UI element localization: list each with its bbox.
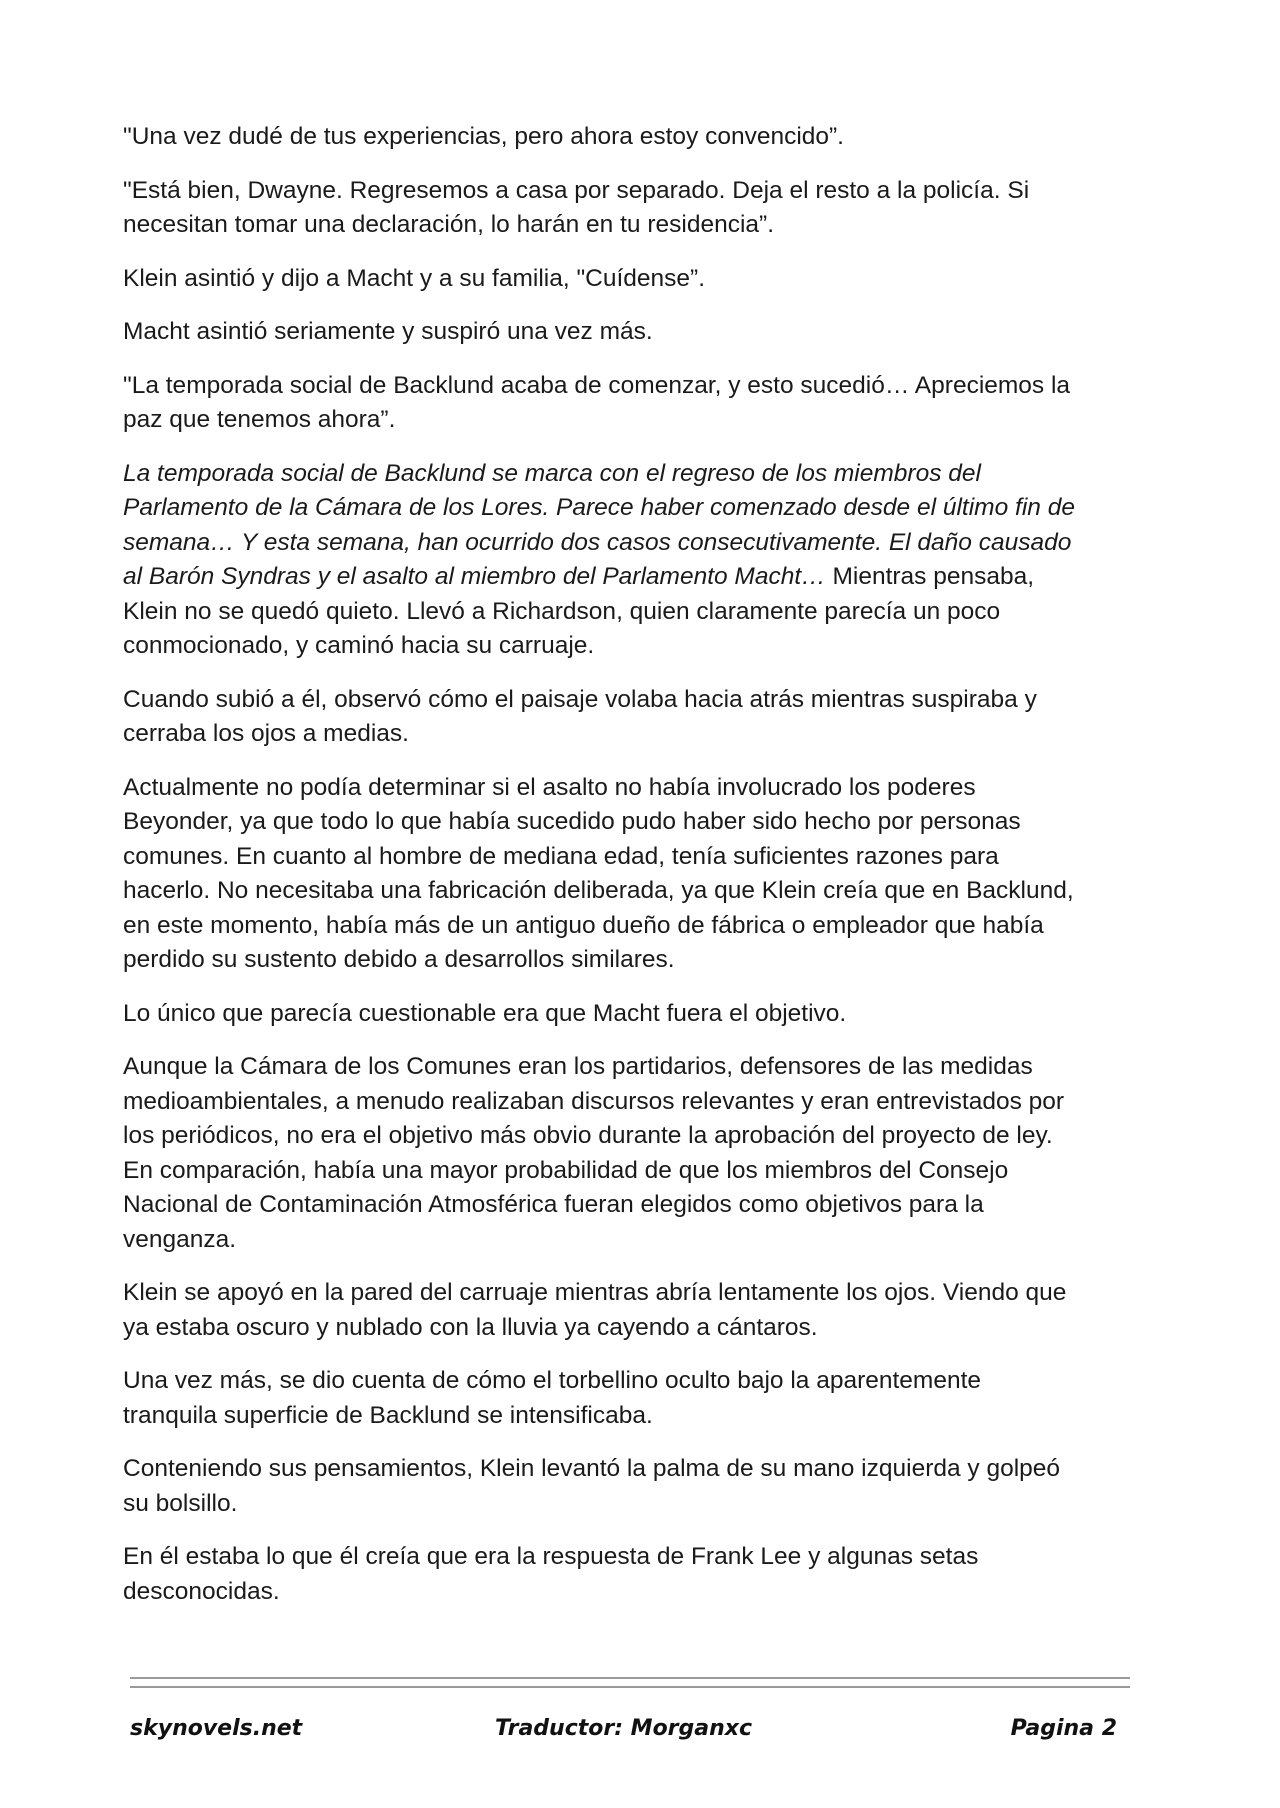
footer-translator: Traductor: Morganxc <box>495 1716 753 1741</box>
paragraph-11: Klein se apoyó en la pared del carruaje mientras abría lentamente los ojos. Viendo que ya estaba oscuro y nublado con la lluvia ya cayendo a cántaros. <box>123 1279 1067 1341</box>
paragraph-6 <box>123 457 1133 664</box>
paragraph-2: "Está bien, Dwayne. Regresemos a casa por separado. Deja el resto a la policía. Si necesitan tomar una declaración, lo harán en tu residencia”. <box>123 176 1030 238</box>
paragraph-14: En él estaba lo que él creía que era la respuesta de Frank Lee y algunas setas desconocidas. <box>123 1543 979 1605</box>
paragraph-4: Macht asintió seriamente y suspiró una vez más. <box>123 318 653 345</box>
paragraph-9: Lo único que parecía cuestionable era que Macht fuera el objetivo. <box>123 999 847 1027</box>
footer-divider-bottom <box>130 1686 1130 1688</box>
paragraph-3: Klein asintió y dijo a Macht y a su familia, "Cuídense”. <box>123 264 705 292</box>
paragraph-13: Conteniendo sus pensamientos, Klein levantó la palma de su mano izquierda y golpeó su bolsillo. <box>123 1455 1061 1517</box>
document-body <box>123 120 1133 1628</box>
paragraph-6-thought: La temporada social de Backlund se marca con el regreso de los miembros del Parlamento de la Cámara de los Lores. Parece haber comenzado desde el último fin de semana… Y esta semana, han ocurrido dos casos consecutivamente. El daño causado al Barón Syndras y el asalto al miembro del Parlamento Macht… <box>123 459 1075 590</box>
footer-page-number: Pagina 2 <box>1010 1716 1117 1741</box>
footer-site: skynovels.net <box>130 1716 303 1741</box>
paragraph-12: Una vez más, se dio cuenta de cómo el torbellino oculto bajo la aparentemente tranquila superficie de Backlund se intensificaba. <box>123 1367 982 1429</box>
paragraph-6-narration: Mientras pensaba, Klein no se quedó quieto. Llevó a Richardson, quien claramente parecía un poco conmocionado, y caminó hacia su carruaje. <box>123 563 1035 659</box>
paragraph-1: "Una vez dudé de tus experiencias, pero ahora estoy convencido”. <box>123 123 844 150</box>
paragraph-7: Cuando subió a él, observó cómo el paisaje volaba hacia atrás mientras suspiraba y cerraba los ojos a medias. <box>123 685 1037 747</box>
paragraph-5: "La temporada social de Backlund acaba de comenzar, y esto sucedió… Apreciemos la paz que tenemos ahora”. <box>123 371 1071 433</box>
footer-divider-top <box>130 1677 1130 1679</box>
paragraph-10: Aunque la Cámara de los Comunes eran los partidarios, defensores de las medidas medioambientales, a menudo realizaban discursos relevantes y eran entrevistados por los periódicos, no era el objetivo más obvio durante la aprobación del proyecto de ley. En comparación, había una mayor probabilidad de que los miembros del Consejo Nacional de Contaminación Atmosférica fueran elegidos como objetivos para la venganza. <box>123 1053 1065 1253</box>
paragraph-8: Actualmente no podía determinar si el asalto no había involucrado los poderes Beyonder, ya que todo lo que había sucedido pudo haber sido hecho por personas comunes. En cuanto al hombre de mediana edad, tenía suficientes razones para hacerlo. No necesitaba una fabricación deliberada, ya que Klein creía que en Backlund, en este momento, había más de un antiguo dueño de fábrica o empleador que había perdido su sustento debido a desarrollos similares. <box>123 773 1074 973</box>
